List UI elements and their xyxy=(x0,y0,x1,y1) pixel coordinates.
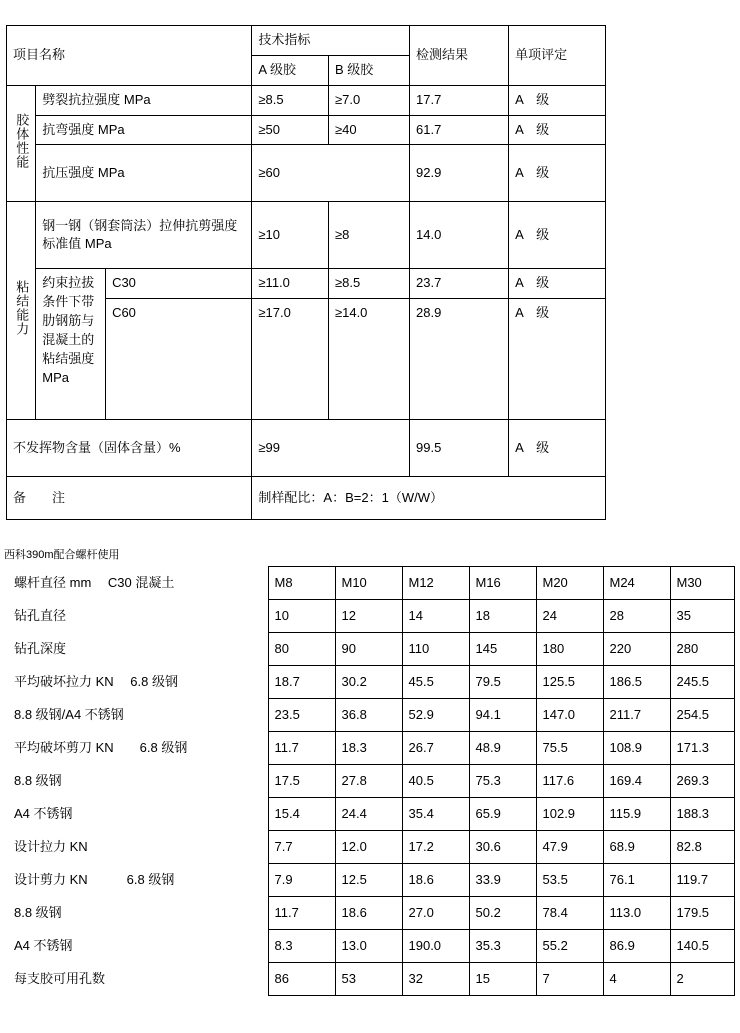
anchor-table-container xyxy=(6,566,734,996)
row-cell: 280 xyxy=(670,633,734,666)
row-cell: 7 xyxy=(536,963,603,996)
row-eval: A 级 xyxy=(509,115,606,145)
volatile-row-name: 不发挥物含量（固体含量）% xyxy=(7,420,252,477)
row-cell: 147.0 xyxy=(536,699,603,732)
row-cell: 13.0 xyxy=(335,930,402,963)
spec-table xyxy=(6,25,606,520)
row-cell: 26.7 xyxy=(402,732,469,765)
row-cell: 23.5 xyxy=(268,699,335,732)
table-row xyxy=(6,930,734,963)
row-cell: 47.9 xyxy=(536,831,603,864)
row-cell: 17.5 xyxy=(268,765,335,798)
row-glue-b: ≥8 xyxy=(328,202,409,269)
header-test-result: 检测结果 xyxy=(410,26,509,86)
group-label-bond-ability-text: 粘结能力 xyxy=(14,279,30,336)
row-cell: 171.3 xyxy=(670,732,734,765)
row-label: 每支胶可用孔数 xyxy=(6,963,268,996)
header-glue-a: A 级胶 xyxy=(252,55,329,85)
row-label: 8.8 级钢/A4 不锈钢 xyxy=(6,699,268,732)
row-cell: 36.8 xyxy=(335,699,402,732)
row-cell: 18 xyxy=(469,600,536,633)
row-label: 钻孔直径 xyxy=(6,600,268,633)
row-cell: 220 xyxy=(603,633,670,666)
row-cell: 188.3 xyxy=(670,798,734,831)
sub-row-glue-a: ≥11.0 xyxy=(252,269,329,299)
row-cell: 12 xyxy=(335,600,402,633)
row-cell: 35 xyxy=(670,600,734,633)
row-cell: 113.0 xyxy=(603,897,670,930)
row-result: 14.0 xyxy=(410,202,509,269)
table-row xyxy=(7,26,606,56)
header-size-m8: M8 xyxy=(268,567,335,600)
sub-row-glue-b: ≥14.0 xyxy=(328,299,409,420)
row-cell: 140.5 xyxy=(670,930,734,963)
row-cell: 48.9 xyxy=(469,732,536,765)
sub-row-grade: C30 xyxy=(106,269,252,299)
row-cell: 18.6 xyxy=(402,864,469,897)
row-cell: 24 xyxy=(536,600,603,633)
sub-row-eval: A 级 xyxy=(509,299,606,420)
row-label: 设计拉力 KN xyxy=(6,831,268,864)
table2-caption: 西科390m配合螺杆使用 xyxy=(4,549,120,561)
row-cell: 30.2 xyxy=(335,666,402,699)
row-cell: 86 xyxy=(268,963,335,996)
row-cell: 245.5 xyxy=(670,666,734,699)
group-label-bond-ability xyxy=(7,202,36,420)
row-name: 抗弯强度 MPa xyxy=(36,115,252,145)
row-label: 钻孔深度 xyxy=(6,633,268,666)
row-cell: 186.5 xyxy=(603,666,670,699)
row-cell: 94.1 xyxy=(469,699,536,732)
row-cell: 12.0 xyxy=(335,831,402,864)
row-cell: 65.9 xyxy=(469,798,536,831)
header-size-m24: M24 xyxy=(603,567,670,600)
row-cell: 211.7 xyxy=(603,699,670,732)
row-cell: 32 xyxy=(402,963,469,996)
row-cell: 11.7 xyxy=(268,732,335,765)
row-cell: 145 xyxy=(469,633,536,666)
table-row xyxy=(7,420,606,477)
table-row xyxy=(7,477,606,520)
sub-row-eval: A 级 xyxy=(509,269,606,299)
row-cell: 50.2 xyxy=(469,897,536,930)
group-label-glue-body-text: 胶体性能 xyxy=(14,112,30,169)
header-rod-diameter: 螺杆直径 mm C30 混凝土 xyxy=(6,567,268,600)
sub-block-label: 约束拉拔条件下带肋钢筋与混凝土的粘结强度 MPa xyxy=(36,269,106,420)
header-size-m12: M12 xyxy=(402,567,469,600)
row-cell: 12.5 xyxy=(335,864,402,897)
row-result: 61.7 xyxy=(410,115,509,145)
row-result: 92.9 xyxy=(410,145,509,202)
sub-row-result: 23.7 xyxy=(410,269,509,299)
row-cell: 269.3 xyxy=(670,765,734,798)
table-row xyxy=(6,864,734,897)
row-cell: 45.5 xyxy=(402,666,469,699)
table-row xyxy=(6,798,734,831)
table-row xyxy=(6,963,734,996)
header-size-m20: M20 xyxy=(536,567,603,600)
row-label: 平均破坏剪刀 KN 6.8 级钢 xyxy=(6,732,268,765)
row-cell: 110 xyxy=(402,633,469,666)
row-cell: 40.5 xyxy=(402,765,469,798)
row-glue-b: ≥7.0 xyxy=(328,85,409,115)
remark-label: 备 注 xyxy=(7,477,252,520)
row-eval: A 级 xyxy=(509,145,606,202)
sub-row-result: 28.9 xyxy=(410,299,509,420)
row-cell: 102.9 xyxy=(536,798,603,831)
volatile-row-value: ≥99 xyxy=(252,420,410,477)
row-label: A4 不锈钢 xyxy=(6,930,268,963)
row-cell: 4 xyxy=(603,963,670,996)
row-cell: 80 xyxy=(268,633,335,666)
row-cell: 8.3 xyxy=(268,930,335,963)
row-cell: 76.1 xyxy=(603,864,670,897)
spec-table-container xyxy=(6,25,606,520)
row-cell: 82.8 xyxy=(670,831,734,864)
row-name: 钢一钢（钢套筒法）拉伸抗剪强度标准值 MPa xyxy=(36,202,252,269)
table-row xyxy=(7,85,606,115)
row-name: 抗压强度 MPa xyxy=(36,145,252,202)
row-label: 8.8 级钢 xyxy=(6,765,268,798)
row-cell: 18.3 xyxy=(335,732,402,765)
row-cell: 15.4 xyxy=(268,798,335,831)
row-result: 17.7 xyxy=(410,85,509,115)
table-row xyxy=(6,600,734,633)
row-cell: 17.2 xyxy=(402,831,469,864)
table-row xyxy=(6,699,734,732)
row-cell: 108.9 xyxy=(603,732,670,765)
row-cell: 7.7 xyxy=(268,831,335,864)
row-cell: 14 xyxy=(402,600,469,633)
row-cell: 75.3 xyxy=(469,765,536,798)
row-cell: 53 xyxy=(335,963,402,996)
row-cell: 27.0 xyxy=(402,897,469,930)
group-label-glue-body xyxy=(7,85,36,202)
header-size-m10: M10 xyxy=(335,567,402,600)
row-cell: 179.5 xyxy=(670,897,734,930)
anchor-table xyxy=(6,566,735,996)
row-cell: 68.9 xyxy=(603,831,670,864)
row-cell: 24.4 xyxy=(335,798,402,831)
table-row xyxy=(6,765,734,798)
row-cell: 125.5 xyxy=(536,666,603,699)
volatile-row-eval: A 级 xyxy=(509,420,606,477)
table-row xyxy=(7,202,606,269)
table-row xyxy=(6,567,734,600)
row-cell: 169.4 xyxy=(603,765,670,798)
row-glue-a: ≥10 xyxy=(252,202,329,269)
header-single-eval: 单项评定 xyxy=(509,26,606,86)
row-cell: 79.5 xyxy=(469,666,536,699)
row-glue-b: ≥40 xyxy=(328,115,409,145)
row-label: 8.8 级钢 xyxy=(6,897,268,930)
table-row xyxy=(7,145,606,202)
row-eval: A 级 xyxy=(509,85,606,115)
sub-row-glue-b: ≥8.5 xyxy=(328,269,409,299)
row-label: 平均破坏拉力 KN 6.8 级钢 xyxy=(6,666,268,699)
row-label: 设计剪力 KN 6.8 级钢 xyxy=(6,864,268,897)
header-glue-b: B 级胶 xyxy=(328,55,409,85)
table-row xyxy=(7,269,606,299)
row-name: 劈裂抗拉强度 MPa xyxy=(36,85,252,115)
table-row xyxy=(6,732,734,765)
row-cell: 18.6 xyxy=(335,897,402,930)
row-cell: 78.4 xyxy=(536,897,603,930)
sub-row-grade: C60 xyxy=(106,299,252,420)
row-cell: 30.6 xyxy=(469,831,536,864)
row-cell: 7.9 xyxy=(268,864,335,897)
row-cell: 115.9 xyxy=(603,798,670,831)
row-eval: A 级 xyxy=(509,202,606,269)
sub-row-glue-a: ≥17.0 xyxy=(252,299,329,420)
row-label: A4 不锈钢 xyxy=(6,798,268,831)
row-cell: 10 xyxy=(268,600,335,633)
row-cell: 190.0 xyxy=(402,930,469,963)
row-cell: 11.7 xyxy=(268,897,335,930)
row-cell: 254.5 xyxy=(670,699,734,732)
row-cell: 86.9 xyxy=(603,930,670,963)
row-cell: 119.7 xyxy=(670,864,734,897)
table-row xyxy=(6,897,734,930)
remark-text: 制样配比：A：B=2：1（W/W） xyxy=(252,477,606,520)
table-row xyxy=(6,831,734,864)
table-row xyxy=(7,115,606,145)
row-glue-a: ≥8.5 xyxy=(252,85,329,115)
row-cell: 55.2 xyxy=(536,930,603,963)
row-glue-a: ≥60 xyxy=(252,145,410,202)
row-cell: 117.6 xyxy=(536,765,603,798)
row-cell: 35.4 xyxy=(402,798,469,831)
row-cell: 18.7 xyxy=(268,666,335,699)
volatile-row-result: 99.5 xyxy=(410,420,509,477)
row-cell: 52.9 xyxy=(402,699,469,732)
row-cell: 90 xyxy=(335,633,402,666)
row-cell: 53.5 xyxy=(536,864,603,897)
row-cell: 2 xyxy=(670,963,734,996)
row-glue-a: ≥50 xyxy=(252,115,329,145)
row-cell: 33.9 xyxy=(469,864,536,897)
table-row xyxy=(6,633,734,666)
row-cell: 35.3 xyxy=(469,930,536,963)
header-size-m16: M16 xyxy=(469,567,536,600)
header-tech-index: 技术指标 xyxy=(252,26,410,56)
row-cell: 15 xyxy=(469,963,536,996)
row-cell: 75.5 xyxy=(536,732,603,765)
row-cell: 27.8 xyxy=(335,765,402,798)
header-size-m30: M30 xyxy=(670,567,734,600)
header-item-name: 项目名称 xyxy=(7,26,252,86)
table-row xyxy=(6,666,734,699)
row-cell: 28 xyxy=(603,600,670,633)
row-cell: 180 xyxy=(536,633,603,666)
